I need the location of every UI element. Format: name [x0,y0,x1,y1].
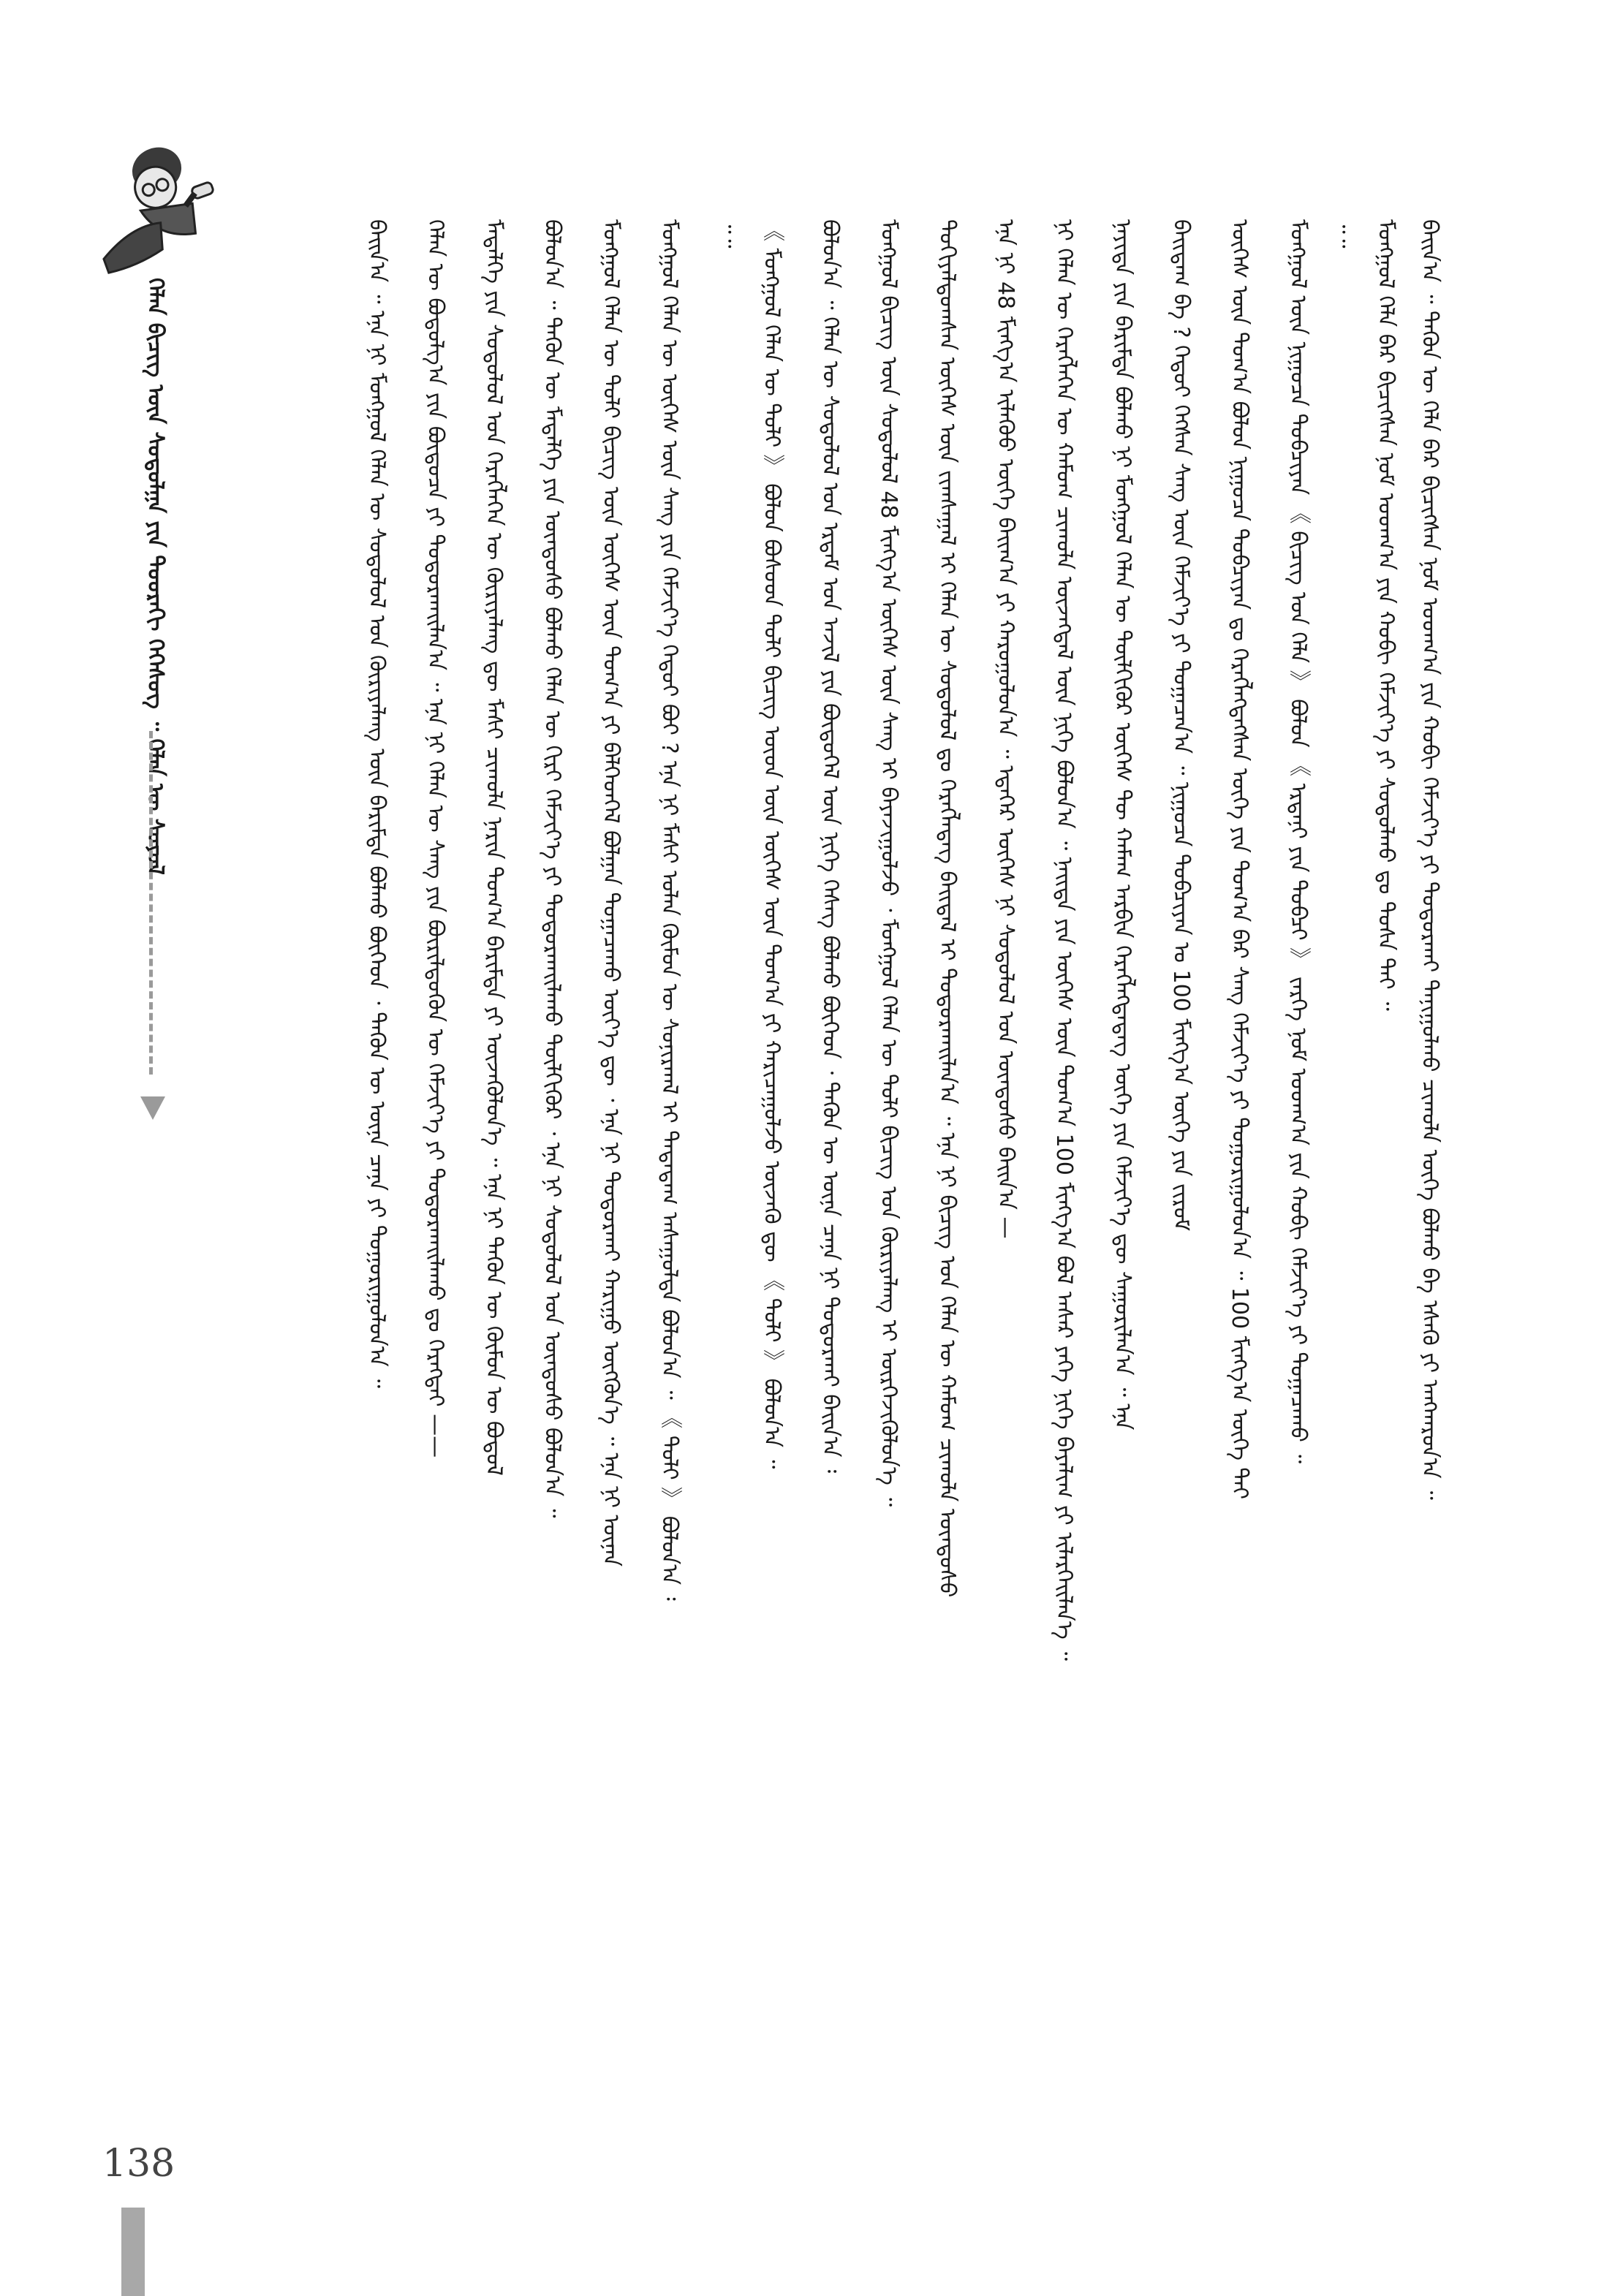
header-arrow-icon [140,1096,165,1120]
text-column: ᠦᠭᠡᠰ ᠦᠨ ᠲᠣᠭ᠎ᠠ ᠪᠣᠯᠣᠨ ᠨᠢᠭᠤᠴᠠ ᠲᠣᠪᠴᠢᠶᠠᠨ ᠳᠤ ᠬᠡᠷᠡᠭᠯᠡᠭᠳᠡᠭᠰᠡᠨ ᠦᠭᠡ ᠶᠢᠨ ᠲᠣᠭ᠎ᠠ ᠪᠠᠷ ᠰᠠᠩ ᠬᠡᠮᠵᠢᠶ᠎ᠡ ᠶᠢ ᠲᠣᠭᠣᠷᠢᠭᠤᠯᠤᠨ᠎ᠠ ᠃ 100 ᠮᠢᠩᠭ᠎ᠠ ᠦᠭᠡ ᠲᠠᠢ [1227,219,1252,1500]
text-column: ᠪᠣᠯᠤᠨ᠎ᠠ ᠃ ᠲᠡᠭᠦᠨ ᠦ ᠮᠡᠳᠡᠯᠭᠡ ᠶᠢᠨ ᠦᠨᠳᠦᠰᠦ ᠪᠣᠯᠬᠤ ᠬᠡᠯᠡᠨ ᠦ ᠬᠢᠷᠢ ᠬᠡᠮᠵᠢᠶ᠎ᠡ ᠶᠢ ᠲᠣᠳᠤᠷᠬᠠᠢᠯᠠᠬᠤ ᠲᠦᠯᠬᠢᠭᠦᠷ ᠂ ᠡᠨᠡ ᠨᠢ ᠰᠤᠳᠤᠯᠤᠯ ᠤᠨ ᠦᠨᠳᠦᠰᠦ ᠪᠣᠯᠣᠨ᠎ᠠ ᠃ [540,219,565,1518]
text-column: ᠃᠃ [715,219,741,249]
text-column: ᠡᠨᠡ ᠨᠢ 48 ᠮᠢᠩᠭ᠎ᠠ ᠢᠯᠡᠭᠦᠦ ᠦᠭᠡ ᠪᠠᠢᠭ᠎ᠠ ᠶᠢ ᠬᠠᠷᠤᠭᠤᠯᠤᠨ᠎ᠠ ᠃ ᠡᠳᠡᠭᠡᠷ ᠦᠭᠡᠰ ᠨᠢ ᠰᠤᠳᠤᠯᠤᠯ ᠤᠨ ᠦᠨᠳᠦᠰᠦ ᠪᠠᠢᠨ᠎ᠠ — [993,219,1018,1239]
page-number: 138 [102,2142,175,2186]
text-column: ᠮᠣᠩᠭᠣᠯ ᠦᠨ ᠨᠢᠭᠤᠴᠠ ᠲᠣᠪᠴᠢᠶᠠᠨ 《 ᠪᠢᠴᠢᠭ ᠤᠨ ᠬᠡᠯᠡ 》 ᠪᠣᠯᠣᠨ 《 ᠡᠷᠳᠡᠨᠢ ᠶᠢᠨ ᠲᠣᠪᠴᠢ 》 ᠵᠡᠷᠭᠡ ᠨᠣᠮ ᠤᠳᠬ᠎ᠠ ᠶᠢᠨ ᠬᠤᠪᠢ ᠬᠡᠮᠵᠢᠶ᠎ᠡ ᠶᠢ ᠲᠣᠭᠠᠴᠠᠬᠤ ᠃ [1285,219,1311,1464]
body-text [219,219,1462,2105]
mascot-boy-illustration [58,132,234,278]
text-column: ᠃᠃ [1329,219,1355,249]
text-column: 《 ᠮᠣᠩᠭᠣᠯ ᠬᠡᠯᠡᠨ ᠦ ᠲᠣᠯᠢ 》 ᠪᠣᠯᠣᠨ ᠪᠤᠰᠤᠳ ᠲᠣᠯᠢ ᠪᠢᠴᠢᠭ ᠦᠳ ᠦᠨ ᠦᠭᠡᠰ ᠦᠨ ᠲᠣᠭ᠎ᠠ ᠶᠢ ᠬᠠᠷᠢᠴᠠᠭᠤᠯᠵᠤ ᠦᠵᠡᠬᠦ ᠳᠦ 《 ᠲᠣᠯᠢ 》 ᠪᠣᠯᠤᠨ᠎ᠠ ᠃ [759,219,784,1469]
header-dashed-line [149,731,153,1075]
running-header: ᠬᠡᠯᠡᠨ ᠪᠢᠴᠢᠭ᠌ ᠦᠨ ᠰᠤᠳᠤᠯᠭᠠ ᠶᠢᠨ ᠳᠣᠣᠷᠠᠬᠢ ᠬᠡᠭᠡᠰᠦᠭ ᠃ ᠬᠡᠯᠡᠨ ᠦ ᠰᠣᠶᠣᠯ [143,278,168,875]
text-column: ᠮᠣᠩᠭᠣᠯ ᠬᠡᠯᠡᠨ ᠦ ᠦᠭᠡᠰ ᠦᠨ ᠰᠠᠩ ᠶᠢᠨ ᠬᠡᠮᠵᠢᠶ᠎ᠡ ᠬᠡᠳᠦᠢ ᠪᠣᠢ ? ᠡᠨᠡ ᠨᠢ ᠮᠠᠰᠢ ᠣᠯᠠᠨ ᠬᠦᠮᠦᠨ ᠦ ᠰᠣᠨᠢᠷᠬᠠᠯ ᠢ ᠲᠠᠲᠠᠳᠠᠭ ᠠᠰᠠᠭᠤᠯᠲᠠ ᠪᠣᠯᠣᠨ᠎ᠠ ᠃ 《 ᠲᠣᠯᠢ 》 ᠪᠣᠯᠤᠨ᠎ᠠ ᠄ [657,219,682,1601]
text-column: ᠲᠣᠬᠢᠶᠠᠯᠳᠤᠭᠰᠠᠨ ᠦᠭᠡᠰ ᠦᠨ ᠵᠢᠭᠰᠠᠭᠠᠯ ᠢ ᠬᠡᠯᠡᠨ ᠦ ᠰᠤᠳᠤᠯᠤᠯ ᠳᠤ ᠬᠡᠷᠡᠭᠯᠡᠳᠡᠭ ᠪᠠᠢᠳᠠᠯ ᠢ ᠲᠣᠳᠤᠷᠬᠠᠢᠯᠠᠨ᠎ᠠ ᠃ ᠡᠨᠡ ᠨᠢ ᠪᠢᠴᠢᠭ ᠤᠨ ᠬᠡᠯᠡᠨ ᠦ ᠬᠠᠮᠤᠭ ᠴᠢᠬᠤᠯᠠ ᠦᠨᠳᠦᠰᠦ [934,219,960,1598]
text-column: ᠬᠡᠯᠡᠨ ᠦ ᠪᠣᠳᠣᠯᠭ᠎ᠠ ᠶᠢᠨ ᠪᠦᠲᠦᠴᠡ ᠶᠢ ᠲᠣᠳᠤᠷᠬᠠᠢᠯᠠᠨ᠎ᠠ ᠃ ᠡᠨᠡ ᠨᠢ ᠬᠡᠯᠡᠨ ᠦ ᠰᠠᠩ ᠶᠢᠨ ᠪᠦᠷᠢᠯᠳᠦᠭᠦᠨ ᠦ ᠬᠡᠮᠵᠢᠶ᠎ᠡ ᠶᠢ ᠲᠣᠳᠤᠷᠬᠠᠢᠯᠠᠬᠤ ᠳᠤ ᠬᠡᠷᠡᠭᠲᠡᠢ —— [423,219,448,1458]
text-column: ᠪᠣᠯᠤᠨ᠎ᠠ ᠃ ᠬᠡᠯᠡᠨ ᠦ ᠰᠤᠳᠤᠯᠤᠯ ᠤᠨ ᠡᠷᠳᠡᠮ ᠤᠨ ᠠᠵᠢᠯ ᠶᠢᠨ ᠪᠦᠲᠦᠭᠡᠯ ᠦᠨ ᠨᠢᠭᠡ ᠬᠡᠰᠡᠭ ᠪᠣᠯᠬᠤ ᠪᠥᠭᠡᠳ ᠂ ᠲᠡᠭᠦᠨ ᠦ ᠦᠨᠡ ᠴᠡᠨᠡ ᠨᠢ ᠲᠣᠳᠤᠷᠬᠠᠢ ᠪᠠᠢᠨ᠎ᠠ ᠄ [817,219,843,1474]
text-column: ᠨᠡᠶᠢᠲᠡ ᠶᠢᠨ ᠪᠠᠷᠢᠮᠲᠠ ᠪᠣᠯᠬᠤ ᠨᠢ ᠮᠣᠩᠭᠣᠯ ᠬᠡᠯᠡᠨ ᠦ ᠲᠦᠯᠬᠢᠭᠦᠷ ᠦᠭᠡᠰ ᠲᠦ ᠬᠠᠮᠠᠭ ᠠᠷᠪᠢᠨ ᠬᠡᠷᠡᠭᠯᠡᠭᠳᠡᠳᠡᠭ ᠦᠭᠡ ᠶᠢᠨ ᠬᠡᠮᠵᠢᠶ᠎ᠡ ᠳᠦ ᠰᠠᠭᠤᠷᠢᠯᠠᠨ᠎ᠠ ᠃ ᠡᠨᠡ [1110,219,1135,1431]
text-column: ᠮᠡᠳᠡᠯᠭᠡ ᠶᠢᠨ ᠰᠤᠳᠤᠯᠤᠯ ᠤᠨ ᠬᠡᠷᠡᠭᠯᠡᠭᠡᠨ ᠦ ᠬᠦᠷᠢᠶᠡᠯᠡᠩ ᠳᠦ ᠮᠠᠰᠢ ᠴᠢᠬᠤᠯᠠ ᠨᠠᠷᠢᠨ ᠲᠣᠭ᠎ᠠ ᠪᠠᠷᠢᠮᠲᠠ ᠶᠢ ᠦᠵᠡᠭᠦᠯᠦᠨ᠎ᠡ ᠃ ᠡᠨᠡ ᠨᠢ ᠲᠡᠭᠦᠨ ᠦ ᠬᠦᠮᠦᠨ ᠦ ᠪᠣᠳᠣᠯ [481,219,507,1476]
text-column: ᠮᠣᠩᠭᠣᠯ ᠪᠢᠴᠢᠭ ᠦᠨ ᠰᠤᠳᠤᠯᠤᠯ 48 ᠮᠢᠩᠭ᠎ᠠ ᠦᠭᠡᠰ ᠦᠨ ᠰᠠᠩ ᠢ ᠪᠠᠶᠠᠵᠢᠭᠤᠯᠵᠤ ᠂ ᠮᠣᠩᠭᠣᠯ ᠬᠡᠯᠡᠨ ᠦ ᠲᠣᠯᠢ ᠪᠢᠴᠢᠭ ᠤᠨ ᠬᠦᠷᠢᠶᠡᠯᠡᠩ ᠢ ᠥᠷᠭᠡᠵᠢᠭᠦᠯᠦᠨ᠎ᠡ ᠃ [876,219,901,1507]
text-column: ᠪᠠᠢᠨ᠎ᠠ ᠃ ᠲᠡᠭᠦᠨ ᠦ ᠬᠡᠯᠡ ᠪᠡᠷ ᠪᠢᠴᠢᠭᠰᠡᠨ ᠨᠣᠮ ᠤᠳᠬ᠎ᠠ ᠶᠢᠨ ᠬᠤᠪᠢ ᠬᠡᠮᠵᠢᠶ᠎ᠡ ᠶᠢ ᠲᠣᠳᠤᠷᠬᠠᠢ ᠲᠠᠨᠢᠭᠤᠯᠬᠤ ᠴᠢᠬᠤᠯᠠ ᠦᠭᠡ ᠪᠣᠯᠬᠤ ᠪᠠ ᠡᠰᠡᠬᠦ ᠶᠢ ᠠᠩᠬᠠᠷᠤᠨ᠎ᠠ ᠃ [1417,219,1442,1500]
text-column: ᠨᠢ ᠬᠡᠯᠡᠨ ᠦ ᠬᠡᠷᠡᠭᠯᠡᠭᠡᠨ ᠦ ᠬᠠᠮᠤᠭ ᠴᠢᠬᠤᠯᠠ ᠦᠵᠡᠭᠳᠡᠯ ᠦᠨ ᠨᠢᠭᠡ ᠪᠣᠯᠣᠨ᠎ᠠ ᠃ ᠨᠡᠢᠲᠡ ᠶᠢᠨ ᠦᠭᠡᠰ ᠦᠨ ᠲᠣᠭ᠎ᠠ 100 ᠮᠢᠩᠭ᠎ᠠ ᠪᠣᠯ ᠠᠰᠠᠷ ᠶᠡᠬᠡ ᠨᠢᠭᠡ ᠪᠠᠶᠠᠯᠢᠭ ᠶᠢ ᠢᠯᠡᠷᠬᠡᠢᠯᠡᠨ᠎ᠡ ᠃ [1051,219,1077,1661]
text-column: ᠪᠠᠢᠨ᠎ᠠ ᠃ ᠡᠨᠡ ᠨᠢ ᠮᠣᠩᠭᠣᠯ ᠬᠡᠯᠡᠨ ᠦ ᠰᠤᠳᠤᠯᠤᠯ ᠤᠨ ᠬᠦᠷᠢᠶᠡᠯᠡᠩ ᠦᠨ ᠪᠠᠷᠢᠮᠲᠠ ᠪᠣᠯᠬᠤ ᠪᠥᠭᠡᠳ ᠂ ᠲᠡᠭᠦᠨ ᠦ ᠦᠨᠡ ᠴᠡᠨᠡ ᠶᠢ ᠲᠣᠭᠣᠷᠢᠭᠤᠯᠤᠨ᠎ᠠ ᠃ [364,219,390,1388]
text-column: ᠪᠠᠢᠳᠠᠭ ᠪᠠ ? ᠬᠡᠳᠦᠢ ᠭᠡᠭᠰᠡᠨ ᠰᠠᠩ ᠦᠨ ᠬᠡᠮᠵᠢᠶ᠎ᠡ ᠶᠢ ᠲᠣᠭᠠᠴᠠᠨ᠎ᠠ ᠃ ᠨᠢᠭᠤᠴᠠ ᠲᠣᠪᠴᠢᠶᠠᠨ ᠤ 100 ᠮᠢᠩᠭ᠎ᠠ ᠦᠭᠡ ᠶᠢᠨ ᠵᠢᠷᠤᠮ [1168,219,1194,1232]
text-column: ᠮᠣᠩᠭᠣᠯ ᠬᠡᠯᠡᠨ ᠦ ᠲᠣᠯᠢ ᠪᠢᠴᠢᠭ ᠦᠨ ᠦᠭᠡᠰ ᠦᠨ ᠲᠣᠭ᠎ᠠ ᠶᠢ ᠪᠡᠯᠭᠡᠳᠬᠡᠯ ᠪᠣᠯᠭᠠᠨ ᠲᠣᠭᠠᠴᠠᠬᠤ ᠦᠶ᠎ᠡ ᠳᠦ ᠂ ᠡᠨᠡ ᠨᠢ ᠲᠣᠳᠤᠷᠬᠠᠢ ᠬᠠᠷᠢᠭᠤ ᠦᠭᠭᠦᠨ᠎ᠡ ᠃ ᠡᠨᠡ ᠨᠢ ᠦᠨᠡᠨ [598,219,624,1567]
page-edge-tab [121,2208,145,2296]
text-column: ᠮᠣᠩᠭᠣᠯ ᠬᠡᠯᠡ ᠪᠡᠷ ᠪᠢᠴᠢᠭᠰᠡᠨ ᠨᠣᠮ ᠤᠳᠬ᠎ᠠ ᠶᠢᠨ ᠬᠤᠪᠢ ᠬᠡᠮᠵᠢᠶ᠎ᠡ ᠶᠢ ᠰᠤᠳᠤᠯᠬᠤ ᠳᠤ ᠲᠤᠰᠠ ᠲᠠᠢ ᠃ [1373,219,1399,1011]
